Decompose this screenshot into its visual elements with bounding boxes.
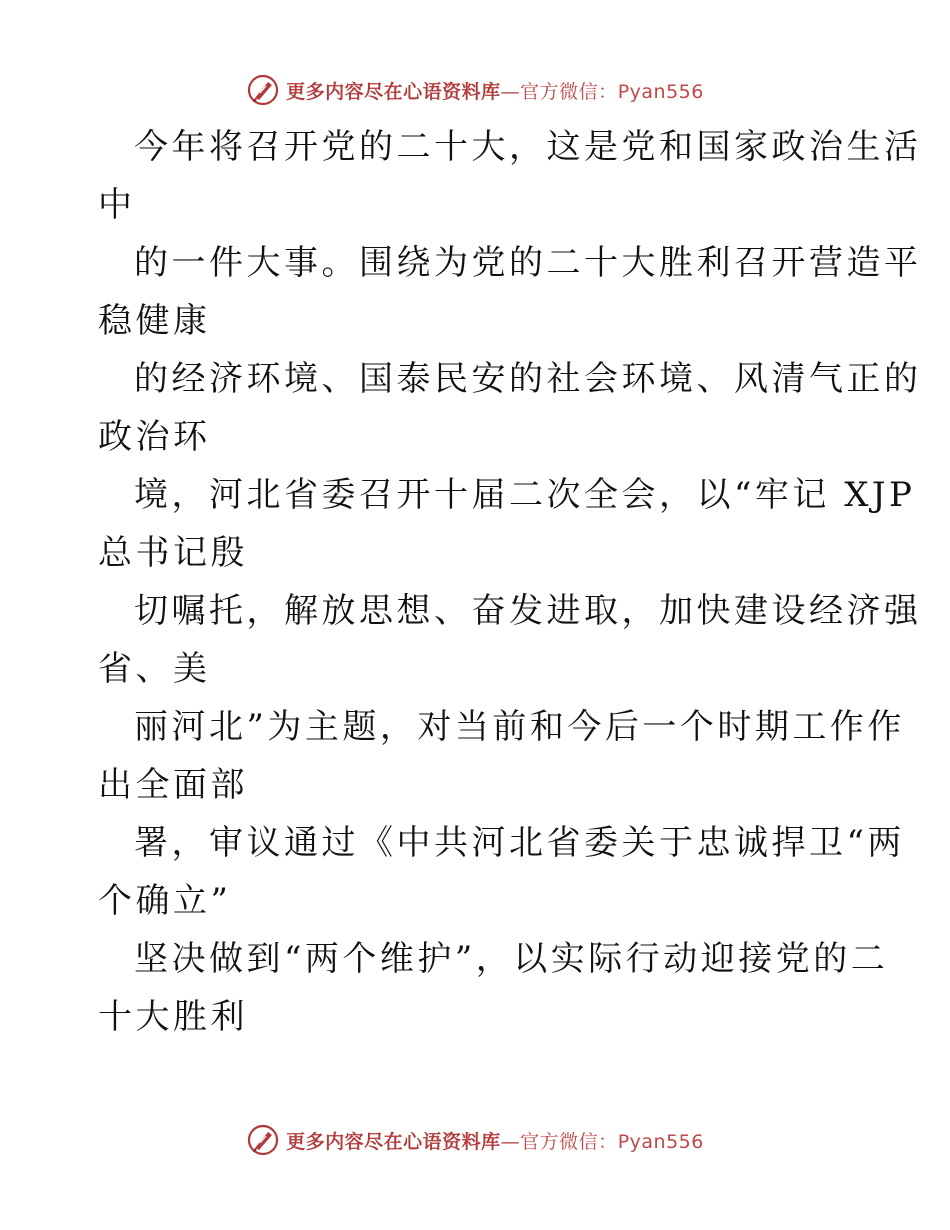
pen-quill-icon <box>246 73 280 107</box>
text-line: 稳健康 <box>98 301 211 341</box>
footer-site-text: 更多内容尽在心语资料库 <box>286 1130 501 1153</box>
header-site-text: 更多内容尽在心语资料库 <box>286 80 501 103</box>
footer-dash: — <box>500 1130 521 1153</box>
text-line: 中 <box>98 185 136 225</box>
text-line: 境，河北省委召开十届二次全会，以“牢记 XJP <box>134 475 916 515</box>
text-line: 的经济环境、国泰民安的社会环境、风清气正的 <box>134 359 922 399</box>
text-line: 个确立” <box>98 881 232 921</box>
footer-banner-text <box>286 1127 704 1154</box>
text-line: 十大胜利 <box>98 997 248 1037</box>
text-line: 切嘱托，解放思想、奋发进取，加快建设经济强 <box>134 591 922 631</box>
text-line: 坚决做到“两个维护”，以实际行动迎接党的二 <box>134 939 889 979</box>
header-wechat-id: Pyan556 <box>617 80 704 103</box>
footer-banner <box>0 1120 950 1160</box>
header-banner <box>0 70 950 110</box>
text-line: 署，审议通过《中共河北省委关于忠诚捍卫“两 <box>134 823 905 863</box>
header-wechat-label: 官方微信： <box>520 80 618 103</box>
footer-wechat-id: Pyan556 <box>617 1130 704 1153</box>
text-line: 出全面部 <box>98 765 248 805</box>
text-line: 今年将召开党的二十大，这是党和国家政治生活 <box>134 127 922 167</box>
pen-quill-icon <box>246 1123 280 1157</box>
text-line: 省、美 <box>98 649 211 689</box>
document-body <box>98 118 922 1046</box>
footer-wechat-label: 官方微信： <box>520 1130 618 1153</box>
text-line: 的一件大事。围绕为党的二十大胜利召开营造平 <box>134 243 922 283</box>
header-banner-text <box>286 77 704 104</box>
header-dash: — <box>500 80 521 103</box>
text-line: 总书记殷 <box>98 533 248 573</box>
text-line: 政治环 <box>98 417 211 457</box>
text-line: 丽河北”为主题，对当前和今后一个时期工作作 <box>134 707 905 747</box>
